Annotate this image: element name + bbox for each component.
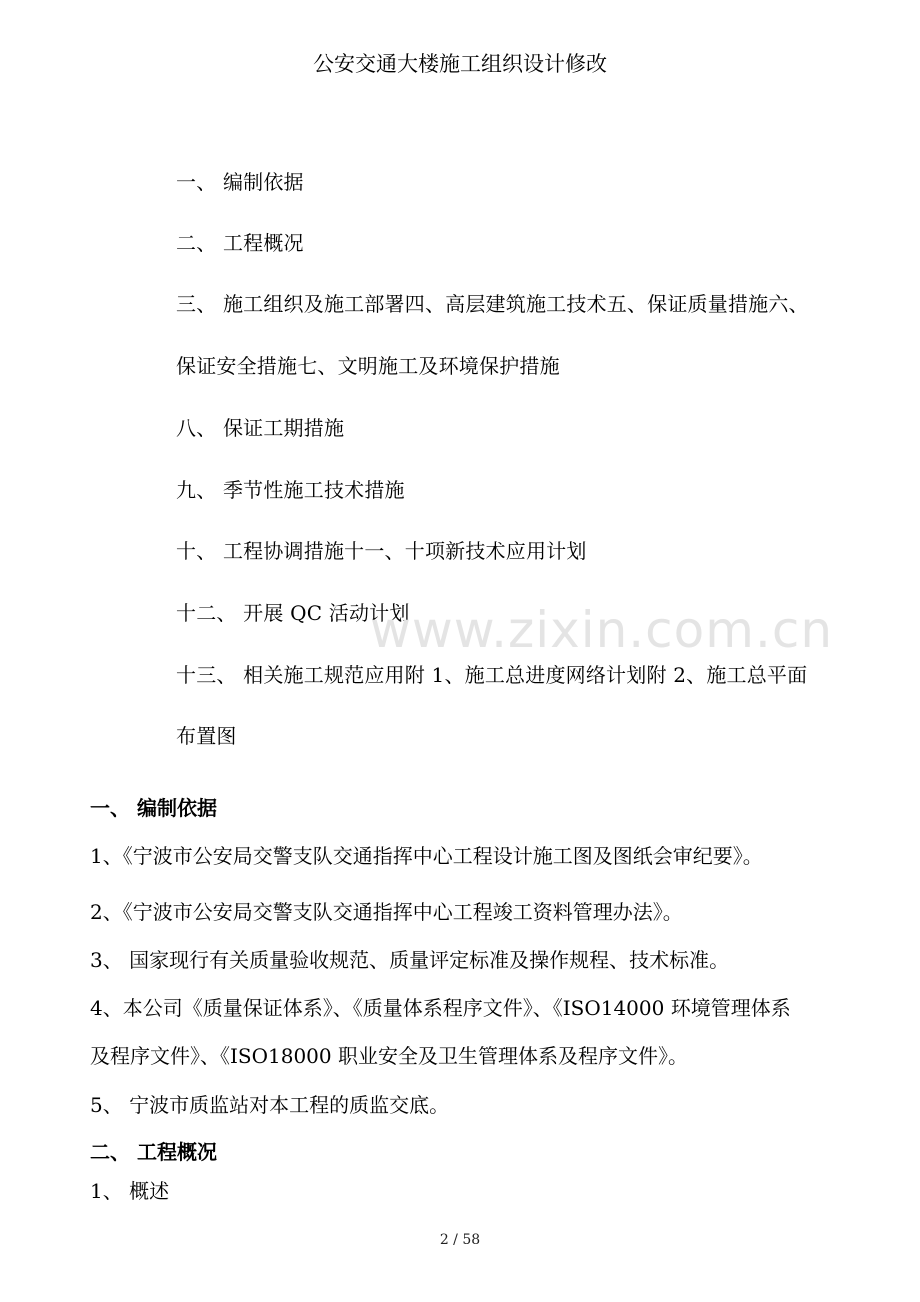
- paragraph-line: 1、 概述: [90, 1179, 170, 1203]
- paragraph-line: 1、《宁波市公安局交警支队交通指挥中心工程设计施工图及图纸会审纪要》。: [90, 844, 763, 868]
- toc-item: 十三、 相关施工规范应用附 1、施工总进度网络计划附 2、施工总平面: [176, 663, 808, 687]
- paragraph-line: 5、 宁波市质监站对本工程的质监交底。: [90, 1093, 450, 1117]
- watermark: www.zixin.com.cn: [370, 601, 834, 659]
- toc-item: 三、 施工组织及施工部署四、高层建筑施工技术五、保证质量措施六、: [176, 292, 809, 316]
- page-number: 2 / 58: [439, 1232, 481, 1248]
- toc-item: 保证安全措施七、文明施工及环境保护措施: [176, 354, 560, 378]
- toc-item: 九、 季节性施工技术措施: [176, 478, 405, 502]
- toc-item: 一、 编制依据: [176, 170, 304, 194]
- toc-item: 布置图: [176, 724, 237, 748]
- toc-item: 八、 保证工期措施: [176, 416, 345, 440]
- paragraph-line: 4、本公司《质量保证体系》、《质量体系程序文件》、《ISO14000 环境管理体系: [90, 996, 791, 1020]
- toc-item: 十、 工程协调措施十一、十项新技术应用计划: [176, 539, 587, 563]
- paragraph-line: 及程序文件》、《ISO18000 职业安全及卫生管理体系及程序文件》。: [90, 1044, 688, 1068]
- paragraph-line: 3、 国家现行有关质量验收规范、质量评定标准及操作规程、技术标准。: [90, 948, 730, 972]
- section-heading: 一、 编制依据: [90, 796, 217, 820]
- toc-item: 十二、 开展 QC 活动计划: [176, 601, 410, 625]
- toc-item: 二、 工程概况: [176, 231, 304, 255]
- paragraph-line: 2、《宁波市公安局交警支队交通指挥中心工程竣工资料管理办法》。: [90, 900, 683, 924]
- page-title: 公安交通大楼施工组织设计修改: [313, 52, 607, 76]
- section-heading: 二、 工程概况: [90, 1140, 217, 1164]
